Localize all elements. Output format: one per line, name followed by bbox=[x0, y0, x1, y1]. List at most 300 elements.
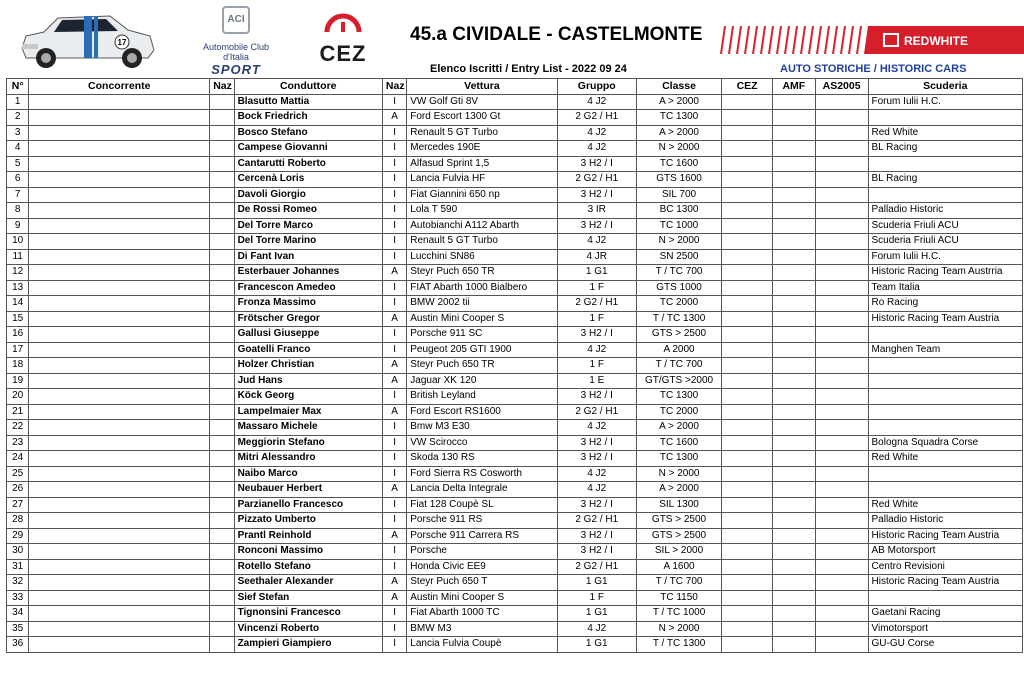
table-body bbox=[7, 94, 1023, 652]
cell-as2005 bbox=[815, 420, 868, 436]
cell-class: T / TC 1300 bbox=[636, 311, 721, 327]
page-header bbox=[0, 0, 1024, 78]
cell-group: 4 JR bbox=[557, 249, 636, 265]
cell-car: Skoda 130 RS bbox=[407, 451, 557, 467]
aci-sport-logo bbox=[190, 6, 282, 77]
cell-competitor-nationality bbox=[210, 218, 234, 234]
cell-as2005 bbox=[815, 621, 868, 637]
cell-driver: Seethaler Alexander bbox=[234, 575, 382, 591]
table-row bbox=[7, 497, 1023, 513]
table-row bbox=[7, 528, 1023, 544]
cell-class: TC 1300 bbox=[636, 110, 721, 126]
cell-amf bbox=[773, 94, 816, 110]
cell-as2005 bbox=[815, 203, 868, 219]
cell-team bbox=[868, 420, 1023, 436]
cell-driver: Ronconi Massimo bbox=[234, 544, 382, 560]
cell-group: 4 J2 bbox=[557, 141, 636, 157]
cell-class: GTS > 2500 bbox=[636, 528, 721, 544]
cell-cez bbox=[722, 296, 773, 312]
cell-driver: Lampelmaier Max bbox=[234, 404, 382, 420]
cell-as2005 bbox=[815, 311, 868, 327]
cell-group: 4 J2 bbox=[557, 94, 636, 110]
cell-cez bbox=[722, 110, 773, 126]
table-row bbox=[7, 249, 1023, 265]
column-header-car: Vettura bbox=[407, 79, 557, 95]
cell-as2005 bbox=[815, 265, 868, 281]
cell-group: 1 G1 bbox=[557, 265, 636, 281]
cell-entry-number: 30 bbox=[7, 544, 29, 560]
cell-cez bbox=[722, 575, 773, 591]
cell-amf bbox=[773, 544, 816, 560]
cell-as2005 bbox=[815, 141, 868, 157]
table-row bbox=[7, 637, 1023, 653]
cell-team: Ro Racing bbox=[868, 296, 1023, 312]
cell-driver: Cercenà Loris bbox=[234, 172, 382, 188]
cell-car: Alfasud Sprint 1,5 bbox=[407, 156, 557, 172]
cell-car: Ford Sierra RS Cosworth bbox=[407, 466, 557, 482]
cell-driver: Rotello Stefano bbox=[234, 559, 382, 575]
cell-driver: Naibo Marco bbox=[234, 466, 382, 482]
cell-entry-number: 28 bbox=[7, 513, 29, 529]
cell-competitor-nationality bbox=[210, 528, 234, 544]
cell-competitor-nationality bbox=[210, 389, 234, 405]
cell-amf bbox=[773, 249, 816, 265]
cell-car: Lucchini SN86 bbox=[407, 249, 557, 265]
cell-entry-number: 33 bbox=[7, 590, 29, 606]
table-row bbox=[7, 110, 1023, 126]
cell-cez bbox=[722, 606, 773, 622]
cell-competitor-nationality bbox=[210, 94, 234, 110]
cell-amf bbox=[773, 203, 816, 219]
cell-driver-nationality: I bbox=[382, 559, 406, 575]
cell-competitor bbox=[29, 156, 210, 172]
cell-cez bbox=[722, 528, 773, 544]
cell-group: 4 J2 bbox=[557, 621, 636, 637]
cell-team: Scuderia Friuli ACU bbox=[868, 234, 1023, 250]
cell-driver-nationality: I bbox=[382, 606, 406, 622]
cell-cez bbox=[722, 373, 773, 389]
cell-team bbox=[868, 389, 1023, 405]
cell-competitor bbox=[29, 172, 210, 188]
cell-competitor bbox=[29, 606, 210, 622]
cell-group: 3 H2 / I bbox=[557, 497, 636, 513]
table-row bbox=[7, 606, 1023, 622]
cell-as2005 bbox=[815, 466, 868, 482]
historic-car-photo bbox=[14, 4, 160, 74]
cell-amf bbox=[773, 575, 816, 591]
cez-logo bbox=[308, 10, 378, 68]
cell-driver-nationality: A bbox=[382, 404, 406, 420]
cell-car: Porsche 911 Carrera RS bbox=[407, 528, 557, 544]
cell-driver-nationality: I bbox=[382, 203, 406, 219]
cell-as2005 bbox=[815, 218, 868, 234]
cell-cez bbox=[722, 203, 773, 219]
cell-entry-number: 6 bbox=[7, 172, 29, 188]
table-row bbox=[7, 234, 1023, 250]
cell-team bbox=[868, 482, 1023, 498]
cell-driver: Holzer Christian bbox=[234, 358, 382, 374]
cell-group: 4 J2 bbox=[557, 420, 636, 436]
cell-group: 3 H2 / I bbox=[557, 187, 636, 203]
cell-entry-number: 26 bbox=[7, 482, 29, 498]
cell-group: 3 H2 / I bbox=[557, 528, 636, 544]
cell-team: Scuderia Friuli ACU bbox=[868, 218, 1023, 234]
column-header-entry-number: N° bbox=[7, 79, 29, 95]
cell-entry-number: 22 bbox=[7, 420, 29, 436]
cell-team: Palladio Historic bbox=[868, 203, 1023, 219]
cell-driver-nationality: I bbox=[382, 435, 406, 451]
table-row bbox=[7, 94, 1023, 110]
cell-as2005 bbox=[815, 404, 868, 420]
cell-driver: Pizzato Umberto bbox=[234, 513, 382, 529]
cell-competitor-nationality bbox=[210, 513, 234, 529]
cell-competitor bbox=[29, 637, 210, 653]
cell-cez bbox=[722, 358, 773, 374]
table-row bbox=[7, 187, 1023, 203]
cell-car: Porsche bbox=[407, 544, 557, 560]
cell-driver-nationality: I bbox=[382, 513, 406, 529]
cell-car: Jaguar XK 120 bbox=[407, 373, 557, 389]
cell-cez bbox=[722, 544, 773, 560]
cell-amf bbox=[773, 637, 816, 653]
cell-class: A > 2000 bbox=[636, 482, 721, 498]
table-row bbox=[7, 575, 1023, 591]
cell-driver-nationality: A bbox=[382, 358, 406, 374]
cell-entry-number: 13 bbox=[7, 280, 29, 296]
cell-competitor bbox=[29, 435, 210, 451]
cell-team bbox=[868, 110, 1023, 126]
cell-car: Lola T 590 bbox=[407, 203, 557, 219]
cell-cez bbox=[722, 482, 773, 498]
cell-competitor bbox=[29, 497, 210, 513]
cell-group: 4 J2 bbox=[557, 466, 636, 482]
cell-driver-nationality: I bbox=[382, 156, 406, 172]
cell-amf bbox=[773, 358, 816, 374]
cell-amf bbox=[773, 435, 816, 451]
cell-car: Fiat 128 Coupè SL bbox=[407, 497, 557, 513]
table-row bbox=[7, 621, 1023, 637]
page-subtitle: Elenco Iscritti / Entry List - 2022 09 24 bbox=[430, 63, 627, 75]
cell-car: Lancia Fulvia HF bbox=[407, 172, 557, 188]
cell-amf bbox=[773, 590, 816, 606]
cell-cez bbox=[722, 234, 773, 250]
cell-team: Bologna Squadra Corse bbox=[868, 435, 1023, 451]
cell-as2005 bbox=[815, 389, 868, 405]
cell-team: Team Italia bbox=[868, 280, 1023, 296]
cell-driver-nationality: I bbox=[382, 249, 406, 265]
cell-team: Historic Racing Team Austria bbox=[868, 575, 1023, 591]
cell-competitor bbox=[29, 373, 210, 389]
table-row bbox=[7, 358, 1023, 374]
cell-car: VW Golf Gti 8V bbox=[407, 94, 557, 110]
cell-competitor bbox=[29, 249, 210, 265]
cell-competitor-nationality bbox=[210, 110, 234, 126]
cell-team bbox=[868, 466, 1023, 482]
cell-cez bbox=[722, 590, 773, 606]
cell-class: TC 1300 bbox=[636, 451, 721, 467]
cell-as2005 bbox=[815, 187, 868, 203]
cell-car: British Leyland bbox=[407, 389, 557, 405]
cell-as2005 bbox=[815, 590, 868, 606]
cell-competitor-nationality bbox=[210, 358, 234, 374]
aci-sport-wordmark: SPORT bbox=[211, 62, 261, 77]
cell-group: 1 F bbox=[557, 590, 636, 606]
cell-class: N > 2000 bbox=[636, 141, 721, 157]
cell-entry-number: 36 bbox=[7, 637, 29, 653]
cell-competitor bbox=[29, 420, 210, 436]
cell-competitor bbox=[29, 265, 210, 281]
cell-competitor-nationality bbox=[210, 404, 234, 420]
cell-as2005 bbox=[815, 544, 868, 560]
cell-group: 4 J2 bbox=[557, 125, 636, 141]
cell-class: GTS > 2500 bbox=[636, 513, 721, 529]
cell-entry-number: 5 bbox=[7, 156, 29, 172]
cell-entry-number: 16 bbox=[7, 327, 29, 343]
cell-group: 1 G1 bbox=[557, 606, 636, 622]
cell-cez bbox=[722, 327, 773, 343]
cell-as2005 bbox=[815, 234, 868, 250]
cell-group: 1 F bbox=[557, 358, 636, 374]
cell-car: Steyr Puch 650 TR bbox=[407, 265, 557, 281]
cell-car: Honda Civic EE9 bbox=[407, 559, 557, 575]
cell-group: 2 G2 / H1 bbox=[557, 404, 636, 420]
cell-cez bbox=[722, 94, 773, 110]
cell-car: BMW M3 bbox=[407, 621, 557, 637]
cell-class: TC 1600 bbox=[636, 156, 721, 172]
header-row bbox=[7, 79, 1023, 95]
cell-competitor bbox=[29, 575, 210, 591]
cell-driver-nationality: I bbox=[382, 234, 406, 250]
cell-class: GTS 1600 bbox=[636, 172, 721, 188]
table-row bbox=[7, 513, 1023, 529]
category-label: AUTO STORICHE / HISTORIC CARS bbox=[780, 63, 967, 75]
cell-driver-nationality: I bbox=[382, 327, 406, 343]
cell-entry-number: 20 bbox=[7, 389, 29, 405]
cell-driver-nationality: A bbox=[382, 373, 406, 389]
cell-amf bbox=[773, 110, 816, 126]
table-row bbox=[7, 156, 1023, 172]
cell-class: T / TC 1000 bbox=[636, 606, 721, 622]
cell-team: Historic Racing Team Austria bbox=[868, 528, 1023, 544]
cell-team: Palladio Historic bbox=[868, 513, 1023, 529]
cell-entry-number: 19 bbox=[7, 373, 29, 389]
cell-competitor-nationality bbox=[210, 327, 234, 343]
cell-cez bbox=[722, 172, 773, 188]
cell-group: 1 G1 bbox=[557, 575, 636, 591]
cell-driver: Mitri Alessandro bbox=[234, 451, 382, 467]
cell-competitor bbox=[29, 404, 210, 420]
cell-driver: Jud Hans bbox=[234, 373, 382, 389]
cell-as2005 bbox=[815, 435, 868, 451]
cell-driver-nationality: I bbox=[382, 637, 406, 653]
cell-car: Steyr Puch 650 T bbox=[407, 575, 557, 591]
cell-competitor-nationality bbox=[210, 420, 234, 436]
cell-entry-number: 31 bbox=[7, 559, 29, 575]
cell-cez bbox=[722, 342, 773, 358]
cell-entry-number: 18 bbox=[7, 358, 29, 374]
cell-car: FIAT Abarth 1000 Bialbero bbox=[407, 280, 557, 296]
cell-competitor-nationality bbox=[210, 234, 234, 250]
cell-cez bbox=[722, 311, 773, 327]
car-race-number: 17 bbox=[117, 38, 127, 47]
table-row bbox=[7, 466, 1023, 482]
cell-amf bbox=[773, 451, 816, 467]
cell-group: 1 G1 bbox=[557, 637, 636, 653]
cell-as2005 bbox=[815, 358, 868, 374]
cell-as2005 bbox=[815, 606, 868, 622]
cell-driver-nationality: I bbox=[382, 621, 406, 637]
cell-car: Bmw M3 E30 bbox=[407, 420, 557, 436]
cell-amf bbox=[773, 513, 816, 529]
steering-wheel-icon bbox=[323, 10, 363, 34]
cell-competitor bbox=[29, 280, 210, 296]
cell-team: Forum Iulii H.C. bbox=[868, 249, 1023, 265]
cell-competitor-nationality bbox=[210, 466, 234, 482]
cell-class: TC 1600 bbox=[636, 435, 721, 451]
cell-team bbox=[868, 590, 1023, 606]
cell-amf bbox=[773, 187, 816, 203]
cell-as2005 bbox=[815, 280, 868, 296]
cell-cez bbox=[722, 637, 773, 653]
cell-competitor bbox=[29, 389, 210, 405]
cell-driver: Blasutto Mattia bbox=[234, 94, 382, 110]
table-row bbox=[7, 172, 1023, 188]
cell-driver: Prantl Reinhold bbox=[234, 528, 382, 544]
cell-entry-number: 24 bbox=[7, 451, 29, 467]
cell-class: A 2000 bbox=[636, 342, 721, 358]
cell-amf bbox=[773, 466, 816, 482]
cell-cez bbox=[722, 451, 773, 467]
cell-car: Ford Escort 1300 Gt bbox=[407, 110, 557, 126]
table-row bbox=[7, 296, 1023, 312]
cell-car: Ford Escort RS1600 bbox=[407, 404, 557, 420]
column-header-group: Gruppo bbox=[557, 79, 636, 95]
cell-competitor bbox=[29, 141, 210, 157]
cell-entry-number: 9 bbox=[7, 218, 29, 234]
cell-driver-nationality: A bbox=[382, 528, 406, 544]
cell-driver-nationality: I bbox=[382, 497, 406, 513]
cell-group: 1 F bbox=[557, 280, 636, 296]
cell-class: TC 2000 bbox=[636, 404, 721, 420]
cell-driver-nationality: A bbox=[382, 311, 406, 327]
cell-entry-number: 11 bbox=[7, 249, 29, 265]
cell-entry-number: 14 bbox=[7, 296, 29, 312]
cell-entry-number: 4 bbox=[7, 141, 29, 157]
cell-amf bbox=[773, 156, 816, 172]
cell-competitor-nationality bbox=[210, 575, 234, 591]
cell-competitor bbox=[29, 621, 210, 637]
cell-as2005 bbox=[815, 342, 868, 358]
cell-competitor bbox=[29, 311, 210, 327]
cell-competitor-nationality bbox=[210, 621, 234, 637]
cell-driver-nationality: A bbox=[382, 482, 406, 498]
cell-competitor-nationality bbox=[210, 606, 234, 622]
cell-driver-nationality: I bbox=[382, 280, 406, 296]
cell-competitor bbox=[29, 218, 210, 234]
cell-entry-number: 21 bbox=[7, 404, 29, 420]
cell-amf bbox=[773, 172, 816, 188]
aci-emblem-icon: ACI bbox=[222, 6, 250, 34]
cell-entry-number: 8 bbox=[7, 203, 29, 219]
column-header-as2005: AS2005 bbox=[815, 79, 868, 95]
cell-as2005 bbox=[815, 327, 868, 343]
cell-driver-nationality: I bbox=[382, 451, 406, 467]
table-row bbox=[7, 342, 1023, 358]
cell-cez bbox=[722, 389, 773, 405]
aci-name: Automobile Club d'Italia bbox=[202, 42, 270, 62]
table-row bbox=[7, 420, 1023, 436]
column-header-cez: CEZ bbox=[722, 79, 773, 95]
column-header-amf: AMF bbox=[773, 79, 816, 95]
cell-competitor-nationality bbox=[210, 280, 234, 296]
cell-competitor bbox=[29, 559, 210, 575]
cell-group: 3 IR bbox=[557, 203, 636, 219]
cell-competitor bbox=[29, 513, 210, 529]
cell-as2005 bbox=[815, 172, 868, 188]
cell-as2005 bbox=[815, 528, 868, 544]
cell-competitor bbox=[29, 94, 210, 110]
cell-as2005 bbox=[815, 125, 868, 141]
cell-competitor-nationality bbox=[210, 296, 234, 312]
table-row bbox=[7, 311, 1023, 327]
cell-cez bbox=[722, 466, 773, 482]
cell-car: Peugeot 205 GTI 1900 bbox=[407, 342, 557, 358]
table-row bbox=[7, 559, 1023, 575]
cell-competitor bbox=[29, 590, 210, 606]
cell-as2005 bbox=[815, 451, 868, 467]
cell-car: Lancia Delta Integrale bbox=[407, 482, 557, 498]
cell-team: Red White bbox=[868, 497, 1023, 513]
cell-driver-nationality: I bbox=[382, 187, 406, 203]
cell-driver: Zampieri Giampiero bbox=[234, 637, 382, 653]
cell-class: N > 2000 bbox=[636, 234, 721, 250]
cell-competitor bbox=[29, 234, 210, 250]
cell-entry-number: 10 bbox=[7, 234, 29, 250]
cell-driver: Sief Stefan bbox=[234, 590, 382, 606]
cell-entry-number: 17 bbox=[7, 342, 29, 358]
cell-amf bbox=[773, 342, 816, 358]
cell-entry-number: 27 bbox=[7, 497, 29, 513]
cell-driver: Davoli Giorgio bbox=[234, 187, 382, 203]
cell-amf bbox=[773, 141, 816, 157]
cell-class: SIL 700 bbox=[636, 187, 721, 203]
red-white-banner bbox=[718, 26, 1024, 54]
cell-class: GTS > 2500 bbox=[636, 327, 721, 343]
cell-driver-nationality: I bbox=[382, 218, 406, 234]
cell-car: Porsche 911 RS bbox=[407, 513, 557, 529]
cell-driver: Esterbauer Johannes bbox=[234, 265, 382, 281]
cell-competitor-nationality bbox=[210, 435, 234, 451]
cell-as2005 bbox=[815, 110, 868, 126]
cell-entry-number: 15 bbox=[7, 311, 29, 327]
cell-as2005 bbox=[815, 559, 868, 575]
cell-team: Forum Iulii H.C. bbox=[868, 94, 1023, 110]
cell-group: 3 H2 / I bbox=[557, 156, 636, 172]
cell-driver: Bosco Stefano bbox=[234, 125, 382, 141]
table-row bbox=[7, 265, 1023, 281]
cell-amf bbox=[773, 125, 816, 141]
cell-car: Renault 5 GT Turbo bbox=[407, 125, 557, 141]
cell-class: A > 2000 bbox=[636, 125, 721, 141]
cell-entry-number: 23 bbox=[7, 435, 29, 451]
cell-class: T / TC 700 bbox=[636, 265, 721, 281]
cell-cez bbox=[722, 280, 773, 296]
cell-entry-number: 1 bbox=[7, 94, 29, 110]
cell-as2005 bbox=[815, 575, 868, 591]
cell-driver: Vincenzi Roberto bbox=[234, 621, 382, 637]
cell-entry-number: 25 bbox=[7, 466, 29, 482]
cell-team: Red White bbox=[868, 125, 1023, 141]
